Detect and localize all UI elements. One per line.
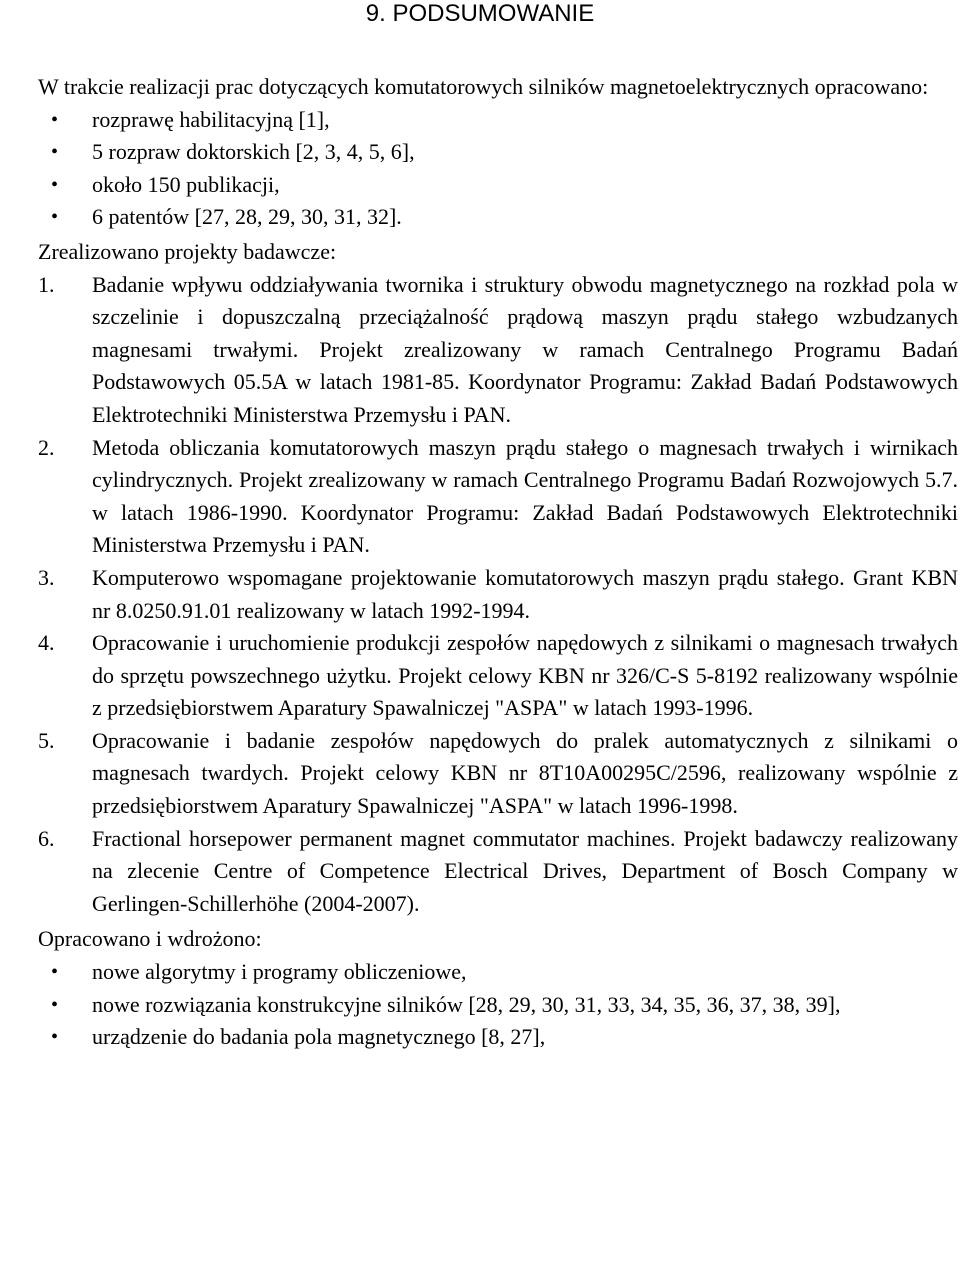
implemented-list (38, 956, 958, 1054)
list-item-text: 6 patentów [27, 28, 29, 30, 31, 32]. (92, 204, 402, 230)
section-title: 9. PODSUMOWANIE (365, 0, 595, 27)
implemented-heading: Opracowano i wdrożono: (38, 926, 262, 952)
list-item-text: około 150 publikacji, (92, 171, 280, 197)
list-item (38, 136, 958, 169)
project-item (38, 823, 958, 921)
projects-list (38, 269, 958, 921)
list-item (38, 201, 958, 234)
list-item-text: urządzenie do badania pola magnetycznego [8, 27], (92, 1024, 546, 1050)
project-text: Badanie wpływu oddziaływania twornika i struktury obwodu magnetycznego na rozkład pola w szczelinie i dopuszczalną przeciążalność prądową maszyn prądu stałego wzbudzanych magnesami trwałymi. Projekt zrealizowany w ramach Centralnego Programu Badań Podstawowych 05.5A w latach 1981-85. Koordynator Programu: Zakład Badań Podstawowych Elektrotechniki Ministerstwa Przemysłu i PAN. (92, 271, 958, 427)
list-item (38, 989, 958, 1022)
bullet-icon: • (51, 1026, 59, 1049)
bullet-icon: • (51, 173, 59, 196)
list-item (38, 1021, 958, 1054)
list-item (38, 169, 958, 202)
project-text: Komputerowo wspomagane projektowanie komutatorowych maszyn prądu stałego. Grant KBN nr 8.0250.91.01 realizowany w latach 1992-1994. (92, 564, 958, 623)
developed-list (38, 104, 958, 234)
project-text: Opracowanie i uruchomienie produkcji zespołów napędowych z silnikami o magnesach trwałych do sprzętu powszechnego użytku. Projekt celowy KBN nr 326/C-S 5-8192 realizowany wspólnie z przedsiębiorstwem Aparatury Spawalniczej "ASPA" w latach 1993-1996. (92, 630, 958, 721)
bullet-icon: • (51, 141, 59, 164)
list-item (38, 104, 958, 137)
bullet-icon: • (51, 993, 59, 1016)
project-item (38, 269, 958, 432)
project-number: 4. (38, 630, 55, 656)
bullet-icon: • (51, 108, 59, 131)
list-item (38, 956, 958, 989)
document-body (38, 71, 958, 1054)
project-text: Metoda obliczania komutatorowych maszyn prądu stałego o magnesach trwałych i wirnikach cylindrycznych. Projekt zrealizowany w ramach Centralnego Programu Badań Rozwojowych 5.7. w latach 1986-1990. Koordynator Programu: Zakład Badań Podstawowych Elektrotechniki Ministerstwa Przemysłu i PAN. (92, 434, 958, 558)
project-number: 2. (38, 434, 55, 460)
bullet-icon: • (51, 206, 59, 229)
project-text: Fractional horsepower permanent magnet commutator machines. Projekt badawczy realizowany na zlecenie Centre of Competence Electrical Drives, Department of Bosch Company w Gerlingen-Schillerhöhe (2004-2007). (92, 825, 958, 916)
project-number: 6. (38, 825, 55, 851)
project-number: 5. (38, 727, 55, 753)
bullet-icon: • (51, 961, 59, 984)
project-item (38, 432, 958, 562)
list-item-text: nowe rozwiązania konstrukcyjne silników [28, 29, 30, 31, 33, 34, 35, 36, 37, 38, 39], (92, 991, 841, 1017)
project-number: 1. (38, 271, 55, 297)
project-item (38, 725, 958, 823)
project-item (38, 562, 958, 627)
list-item-text: nowe algorytmy i programy obliczeniowe, (92, 959, 467, 985)
projects-heading: Zrealizowano projekty badawcze: (38, 238, 337, 264)
project-number: 3. (38, 564, 55, 590)
intro-paragraph: W trakcie realizacji prac dotyczących komutatorowych silników magnetoelektrycznych opracowano: (38, 74, 929, 99)
project-text: Opracowanie i badanie zespołów napędowych do pralek automatycznych z silnikami o magnesach twardych. Projekt celowy KBN nr 8T10A00295C/2596, realizowany wspólnie z przedsiębiorstwem Aparatury Spawalniczej "ASPA" w latach 1996-1998. (92, 727, 958, 819)
list-item-text: 5 rozpraw doktorskich [2, 3, 4, 5, 6], (92, 139, 415, 165)
project-item (38, 627, 958, 725)
list-item-text: rozprawę habilitacyjną [1], (92, 106, 330, 132)
